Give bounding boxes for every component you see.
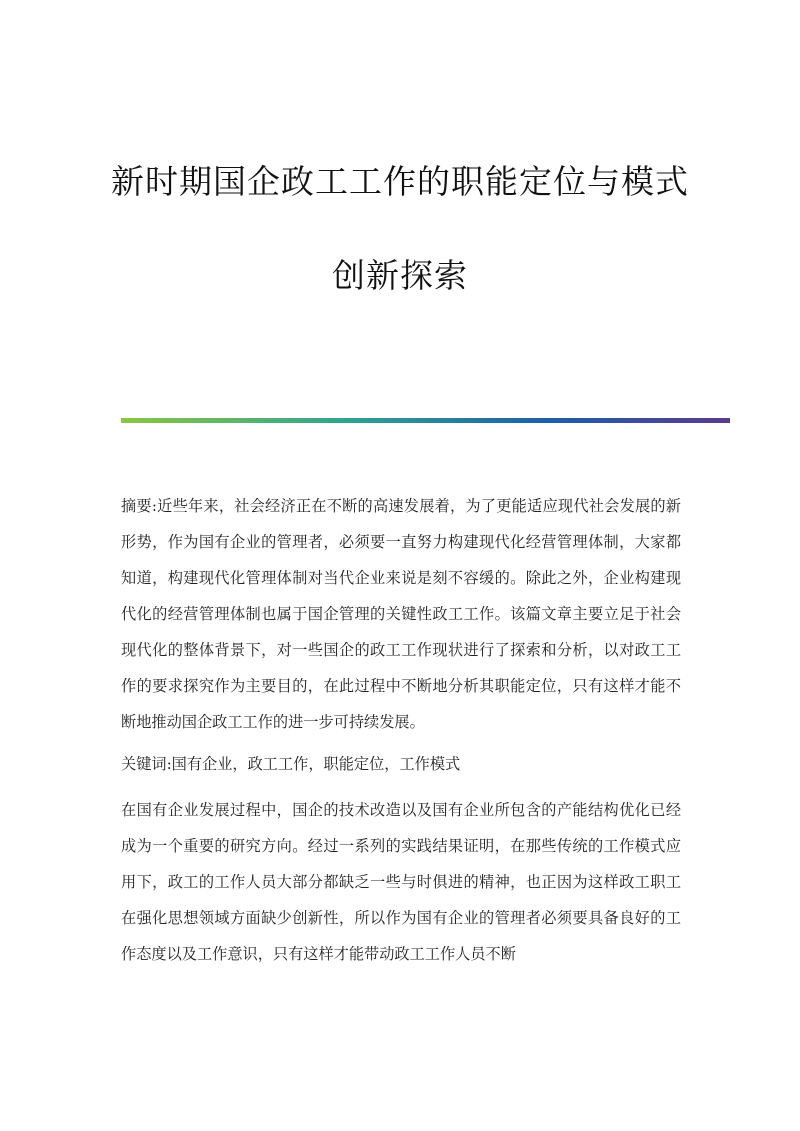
document-title-line-2: 创新探索 — [332, 256, 468, 295]
keywords-paragraph: 关键词:国有企业，政工工作，职能定位，工作模式 — [121, 755, 461, 773]
title-block — [70, 160, 730, 298]
intro-paragraph: 在国有企业发展过程中，国企的技术改造以及国有企业所包含的产能结构优化已经成为一个重要的研究方向。经过一系列的实践结果证明，在那些传统的工作模式应用下，政工的工作人员大部分都缺乏一些与时俱进的精神，也正因为这样政工职工在强化思想领域方面缺少创新性，所以作为国有企业的管理者必须要具备良好的工作态度以及工作意识，只有这样才能带动政工工作人员不断 — [121, 801, 681, 963]
document-title-line-1: 新时期国企政工工作的职能定位与模式 — [111, 162, 689, 201]
gradient-divider — [121, 418, 730, 423]
abstract-paragraph: 摘要:近些年来，社会经济正在不断的高速发展着，为了更能适应现代社会发展的新形势，作为国有企业的管理者，必须要一直努力构建现代化经营管理体制，大家都知道，构建现代化管理体制对当代企业来说是刻不容缓的。除此之外，企业构建现代化的经营管理体制也属于国企管理的关键性政工工作。该篇文章主要立足于社会现代化的整体背景下，对一些国企的政工工作现状进行了探索和分析，以对政工工作的要求探究作为主要目的，在此过程中不断地分析其职能定位，只有这样才能不断地推动国企政工工作的进一步可持续发展。 — [121, 497, 681, 731]
body-text — [121, 488, 681, 978]
